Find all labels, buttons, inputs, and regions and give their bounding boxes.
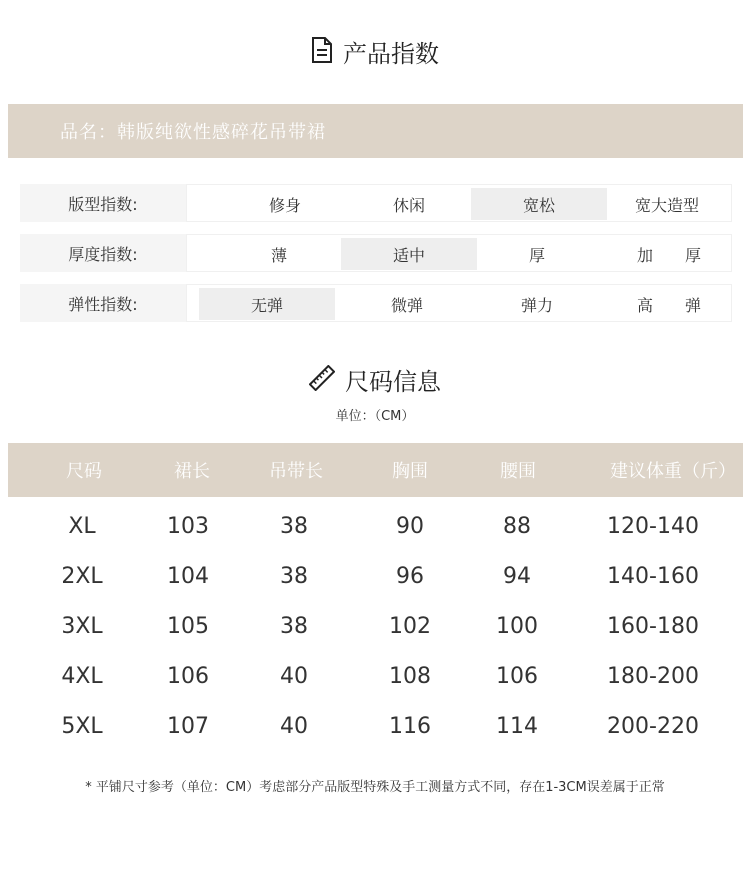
index-option: 厚: [528, 245, 545, 265]
index-label: 弹性指数:: [20, 284, 186, 322]
cell-waist: 88: [503, 513, 531, 539]
cell-size: 2XL: [61, 563, 103, 589]
index-options: [186, 234, 732, 272]
cell-waist: 100: [496, 613, 538, 639]
cell-waist: 94: [503, 563, 531, 589]
product-name-bar: [8, 104, 743, 158]
index-option: 加 厚: [636, 245, 701, 265]
cell-strap-length: 40: [280, 713, 308, 739]
index-row-fit: [20, 184, 732, 222]
cell-waist: 106: [496, 663, 538, 689]
cell-dress-length: 104: [167, 563, 209, 589]
ruler-icon: [309, 365, 335, 395]
index-option: 休闲: [392, 195, 425, 215]
index-options: [186, 284, 732, 322]
cell-size: 3XL: [61, 613, 103, 639]
cell-size: XL: [68, 513, 96, 539]
index-option-selected: 宽松: [471, 188, 607, 220]
index-options: [186, 184, 732, 222]
cell-dress-length: 105: [167, 613, 209, 639]
cell-bust: 96: [396, 563, 424, 589]
cell-bust: 108: [389, 663, 431, 689]
product-index-heading: [0, 34, 750, 69]
header-waist: 腰围: [500, 461, 536, 482]
header-dress-length: 裙长: [174, 461, 210, 482]
cell-weight: 160-180: [607, 613, 699, 639]
header-weight: 建议体重（斤）: [610, 461, 736, 482]
document-icon: [311, 37, 333, 67]
index-option: 薄: [270, 245, 287, 265]
cell-weight: 200-220: [607, 713, 699, 739]
index-option: 高 弹: [636, 295, 701, 315]
cell-weight: 140-160: [607, 563, 699, 589]
cell-bust: 102: [389, 613, 431, 639]
cell-weight: 120-140: [607, 513, 699, 539]
cell-strap-length: 40: [280, 663, 308, 689]
table-row: [0, 601, 750, 651]
product-index-title: 产品指数: [343, 40, 439, 68]
index-row-elasticity: [20, 284, 732, 322]
cell-strap-length: 38: [280, 563, 308, 589]
cell-dress-length: 103: [167, 513, 209, 539]
index-label: 版型指数:: [20, 184, 186, 222]
header-bust: 胸围: [392, 461, 428, 482]
cell-dress-length: 107: [167, 713, 209, 739]
size-info-title: 尺码信息: [345, 368, 441, 396]
index-option: 宽大造型: [634, 195, 699, 215]
index-option: 弹力: [520, 295, 553, 315]
table-row: [0, 651, 750, 701]
table-row: [0, 701, 750, 751]
index-option: 修身: [268, 195, 301, 215]
cell-strap-length: 38: [280, 513, 308, 539]
cell-strap-length: 38: [280, 613, 308, 639]
table-row: [0, 551, 750, 601]
index-option: 微弹: [390, 295, 423, 315]
unit-label: 单位：（CM）: [335, 409, 415, 424]
header-strap-length: 吊带长: [269, 461, 323, 482]
product-name: 品名：韩版纯欲性感碎花吊带裙: [60, 122, 326, 143]
index-option-selected: 无弹: [199, 288, 335, 320]
cell-dress-length: 106: [167, 663, 209, 689]
table-row: [0, 501, 750, 551]
cell-waist: 114: [496, 713, 538, 739]
cell-size: 4XL: [61, 663, 103, 689]
measurement-footnote: * 平铺尺寸参考（单位：CM）考虑部分产品版型特殊及手工测量方式不同，存在1-3CM误差属于正常: [85, 780, 665, 795]
cell-bust: 90: [396, 513, 424, 539]
index-label: 厚度指数:: [20, 234, 186, 272]
index-option-selected: 适中: [341, 238, 477, 270]
size-table-header: [8, 443, 743, 497]
index-row-thickness: [20, 234, 732, 272]
cell-bust: 116: [389, 713, 431, 739]
cell-weight: 180-200: [607, 663, 699, 689]
cell-size: 5XL: [61, 713, 103, 739]
size-info-heading: [0, 362, 750, 397]
header-size: 尺码: [66, 461, 102, 482]
